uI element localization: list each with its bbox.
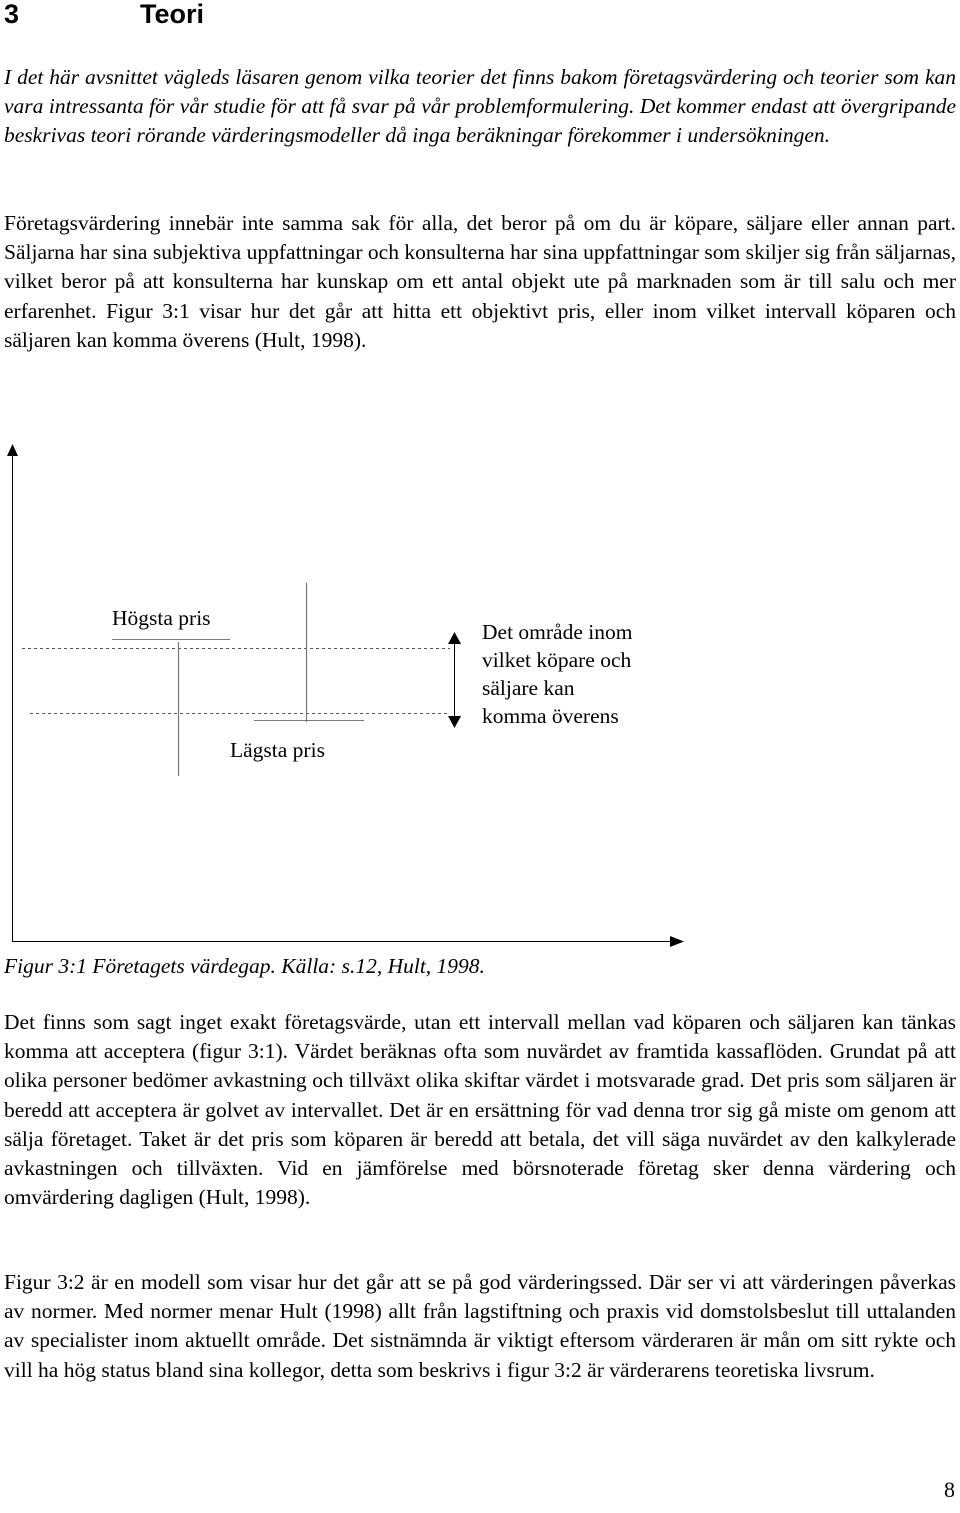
interval-arrow-down-icon	[448, 716, 461, 728]
lowest-price-label: Lägsta pris	[230, 738, 325, 762]
section-heading	[4, 0, 204, 34]
section-title: Teori	[140, 0, 205, 29]
value-gap-figure	[0, 430, 720, 950]
intro-paragraph: I det här avsnittet vägleds läsaren genom vilka teorier det finns bakom företagsvärdering och teorier som kan vara intressanta för vår studie för att få svar på vår problemformulering. Det kommer endast att övergripande beskrivas teori rörande värderingsmodeller då inga beräkningar förekommer i undersökningen.	[4, 65, 956, 148]
agreement-area-line-4: komma överens	[482, 704, 619, 728]
figure-caption: Figur 3:1 Företagets värdegap. Källa: s.12, Hult, 1998.	[4, 954, 485, 978]
x-axis-arrow-icon	[670, 936, 684, 947]
body-paragraph-2: Det finns som sagt inget exakt företagsvärde, utan ett intervall mellan vad köparen och säljaren kan tänkas komma att acceptera (figur 3:1). Värdet beräknas ofta som nuvärdet av framtida kassaflöden. Grundat på att olika personer bedömer avkastning och tillväxt olika skiftar värdet i motsvarade grad. Det pris som säljaren är beredd att acceptera är golvet av intervallet. Det är en ersättning för vad denna tror sig gå miste om genom att sälja företaget. Taket är det pris som köparen är beredd att betala, det vill säga nuvärdet av den kalkylerade avkastningen och tillväxten. Vid en jämförelse med börsnoterade företag sker denna värdering och omvärdering dagligen (Hult, 1998).	[4, 1010, 956, 1210]
agreement-area-line-2: vilket köpare och	[482, 648, 632, 672]
agreement-area-line-3: säljare kan	[482, 676, 575, 700]
agreement-area-label	[482, 618, 632, 730]
section-number: 3	[4, 0, 20, 29]
paragraph-1-sentence-2: Säljarna har sina subjektiva uppfattningar och konsulterna har sina uppfattningar som skiljer sig från säljarnas, vilket beror på att konsulterna har kunskap om ett antal objekt ute på marknaden som är till salu och mer erfarenhet. Figur 3:1 visar hur det går att hitta ett objektivt pris, eller inom vilket intervall köparen och säljaren kan komma överens (Hult, 1998).	[4, 240, 956, 352]
paragraph-1-sentence-1: Företagsvärdering innebär inte samma sak för alla, det beror på om du är köpare, säljare eller annan part.	[4, 211, 956, 235]
interval-arrow-up-icon	[448, 632, 461, 644]
y-axis-arrow-icon	[7, 444, 18, 456]
highest-price-label: Högsta pris	[112, 606, 211, 630]
body-paragraph-1	[4, 209, 956, 355]
agreement-area-line-1: Det område inom	[482, 620, 633, 644]
page-number: 8	[944, 1477, 955, 1502]
body-paragraph-3: Figur 3:2 är en modell som visar hur det går att se på god värderingssed. Där ser vi att värderingen påverkas av normer. Med normer menar Hult (1998) allt från lagstiftning och praxis vid domstolsbeslut till uttalanden av specialister inom aktuellt område. Det sistnämnda är viktigt eftersom värderaren är mån om sitt rykte och vill ha hög status bland sina kollegor, detta som beskrivs i figur 3:2 är värderarens teoretiska livsrum.	[4, 1270, 956, 1382]
